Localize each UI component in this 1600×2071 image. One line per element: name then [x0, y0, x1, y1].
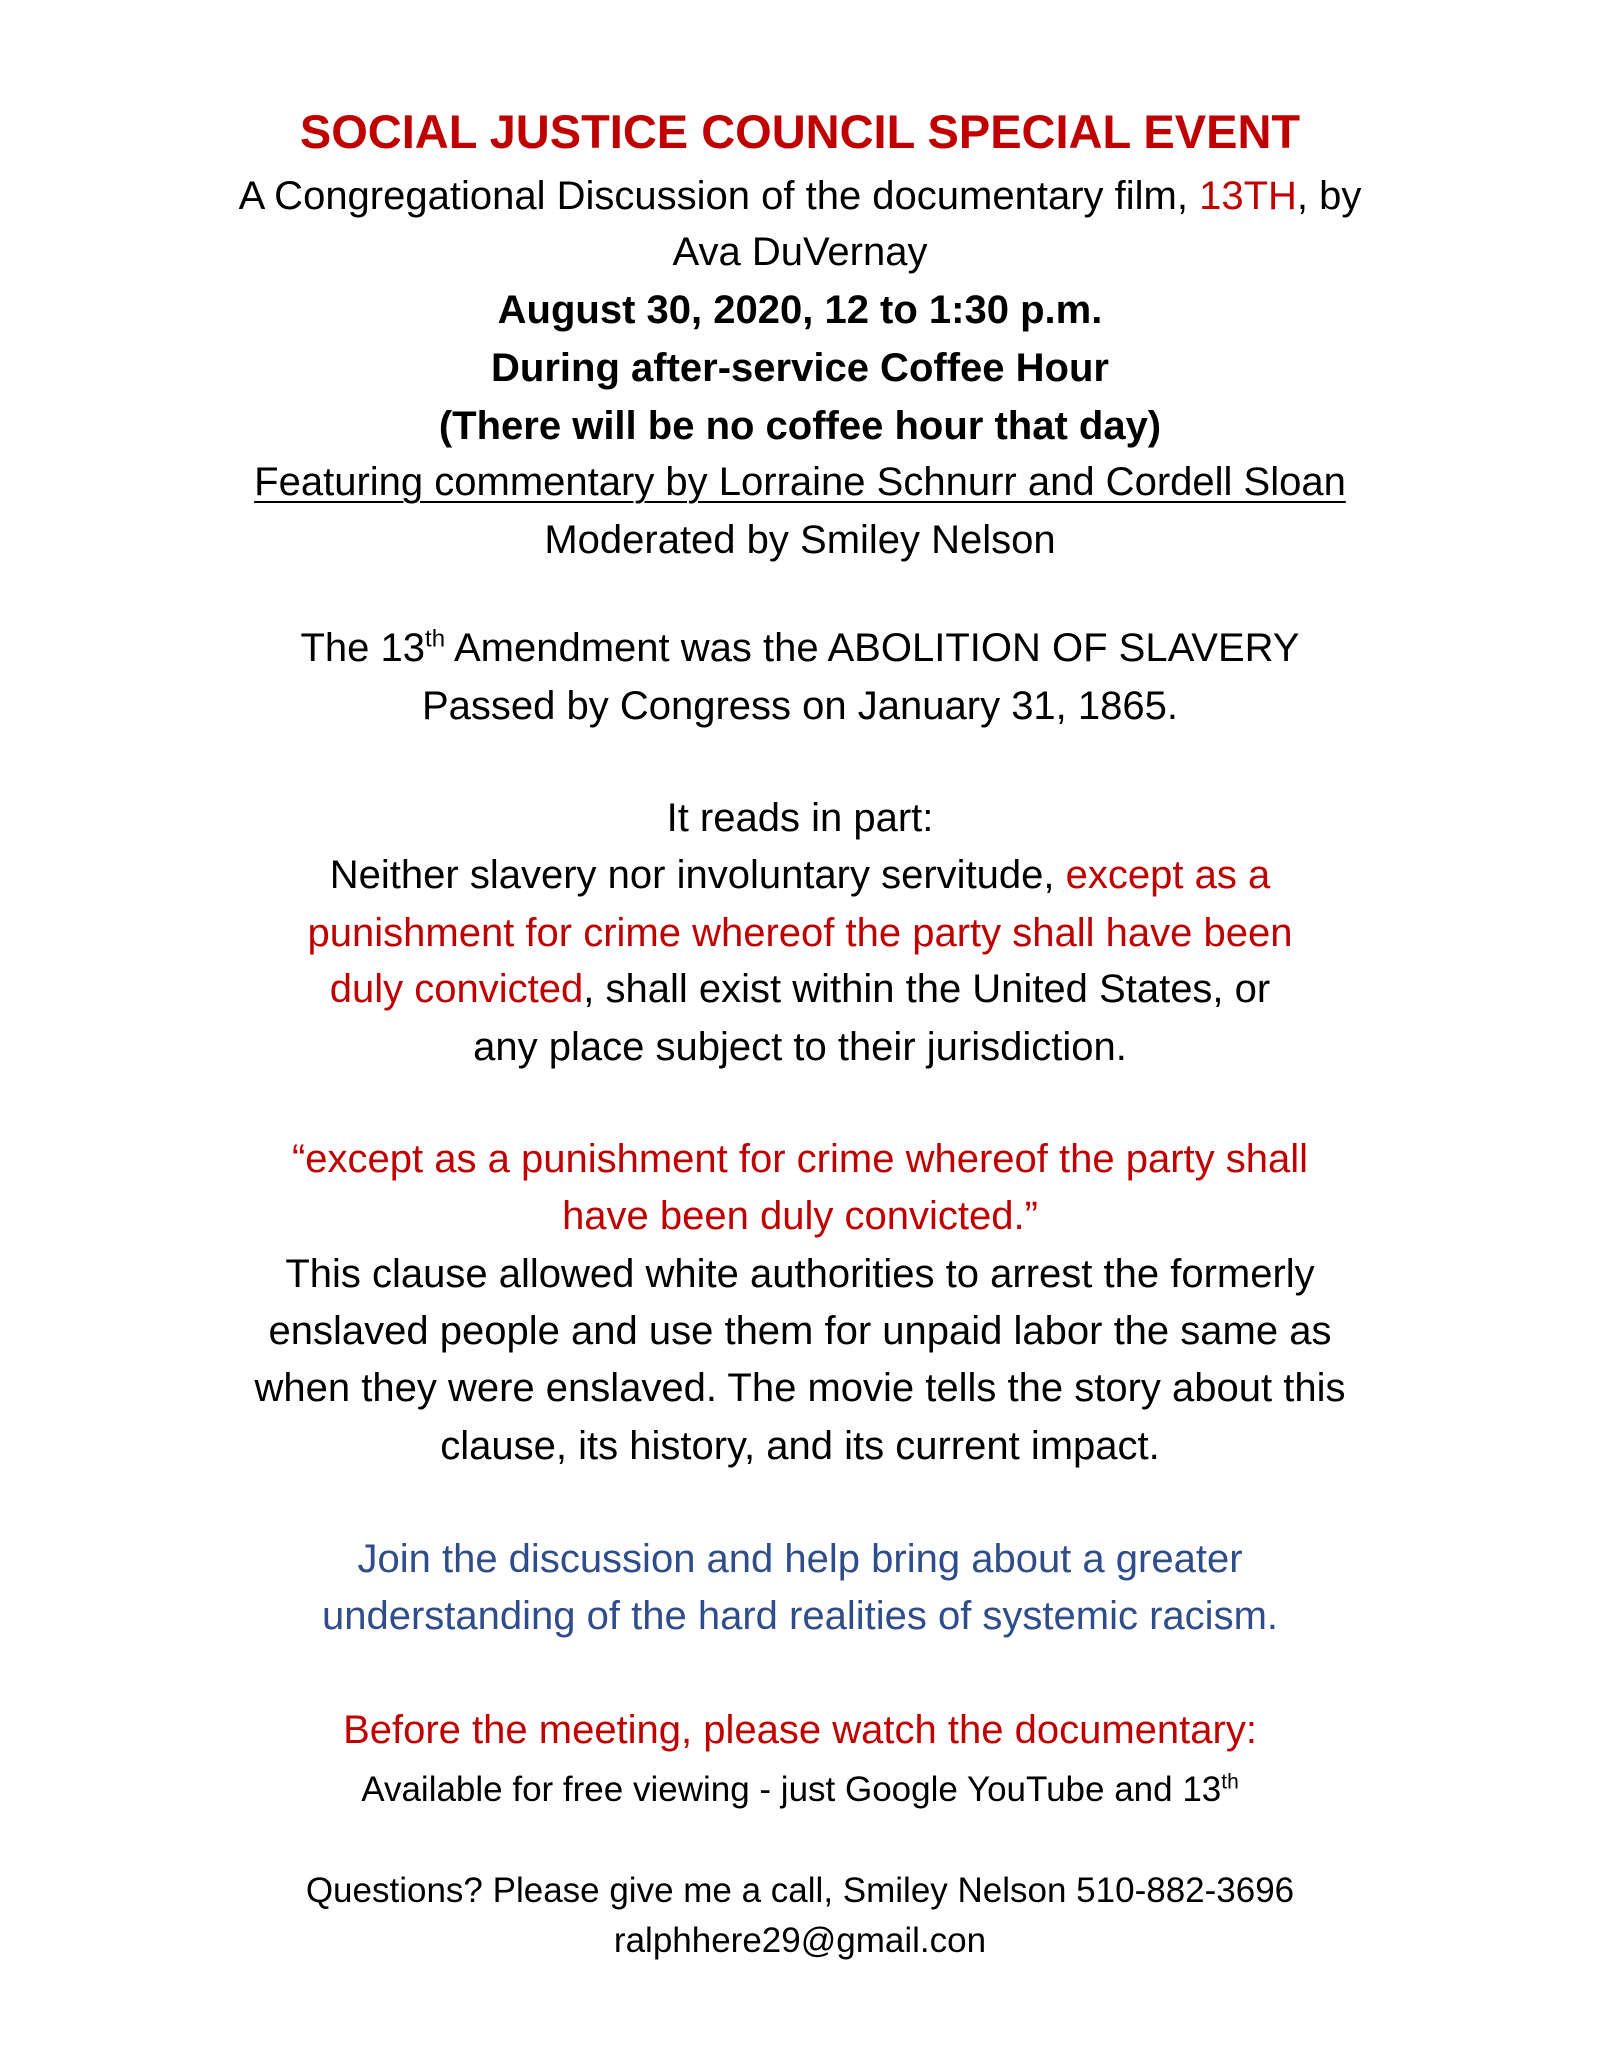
amendment-line-2: Passed by Congress on January 31, 1865.: [421, 684, 1179, 728]
explanation-line-1: This clause allowed white authorities to arrest the formerly: [285, 1252, 1315, 1296]
film-title: 13TH: [1199, 174, 1297, 218]
explanation-line-3: when they were enslaved. The movie tells the story about this: [254, 1366, 1346, 1410]
cta-line-1: Join the discussion and help bring about a greater: [357, 1537, 1243, 1581]
reading-l3-black: , shall exist within the United States, or: [583, 967, 1271, 1011]
film-author: Ava DuVernay: [672, 230, 928, 274]
event-title: SOCIAL JUSTICE COUNCIL SPECIAL EVENT: [299, 105, 1301, 158]
viewing-detail-pre: Available for free viewing - just Google YouTube and 13: [361, 1770, 1222, 1809]
reading-intro: It reads in part:: [666, 796, 934, 840]
subtitle-post: , by: [1296, 174, 1362, 218]
viewing-heading: Before the meeting, please watch the documentary:: [343, 1708, 1257, 1752]
reading-l3-red: duly convicted: [329, 967, 584, 1011]
reading-line-2: punishment for crime whereof the party shall have been: [307, 911, 1293, 955]
subtitle-pre: A Congregational Discussion of the documentary film,: [238, 174, 1200, 218]
subtitle-line: [0, 170, 1600, 222]
explanation-line-2: enslaved people and use them for unpaid labor the same as: [268, 1309, 1332, 1353]
moderator-line: Moderated by Smiley Nelson: [544, 518, 1056, 562]
quote-line-2: have been duly convicted.”: [562, 1194, 1038, 1238]
reading-line-4: any place subject to their jurisdiction.: [473, 1025, 1127, 1069]
viewing-detail-sup: th: [1221, 1770, 1239, 1794]
quote-line-1: “except as a punishment for crime whereof the party shall: [291, 1137, 1309, 1181]
viewing-detail: [0, 1767, 1600, 1813]
reading-line-3: [0, 963, 1600, 1015]
event-date-time: August 30, 2020, 12 to 1:30 p.m.: [497, 288, 1103, 332]
contact-line: Questions? Please give me a call, Smiley Nelson 510-882-3696: [305, 1871, 1295, 1910]
cta-line-2: understanding of the hard realities of systemic racism.: [322, 1594, 1278, 1638]
explanation-line-4: clause, its history, and its current impact.: [440, 1424, 1160, 1468]
reading-l1-black: Neither slavery nor involuntary servitude,: [329, 853, 1066, 897]
event-when: During after-service Coffee Hour: [491, 346, 1109, 390]
amendment-post: Amendment was the ABOLITION OF SLAVERY: [445, 626, 1300, 670]
amendment-pre: The 13: [300, 626, 426, 670]
contact-email: ralphhere29@gmail.con: [613, 1921, 987, 1960]
featuring-text: Featuring commentary by Lorraine Schnurr and Cordell Sloan: [254, 460, 1346, 504]
amendment-sup: th: [425, 625, 446, 653]
event-note: (There will be no coffee hour that day): [438, 404, 1162, 448]
reading-line-1: [0, 849, 1600, 901]
amendment-line-1: [0, 622, 1600, 674]
reading-l1-red: except as a: [1065, 853, 1271, 897]
featuring-line: [0, 456, 1600, 508]
